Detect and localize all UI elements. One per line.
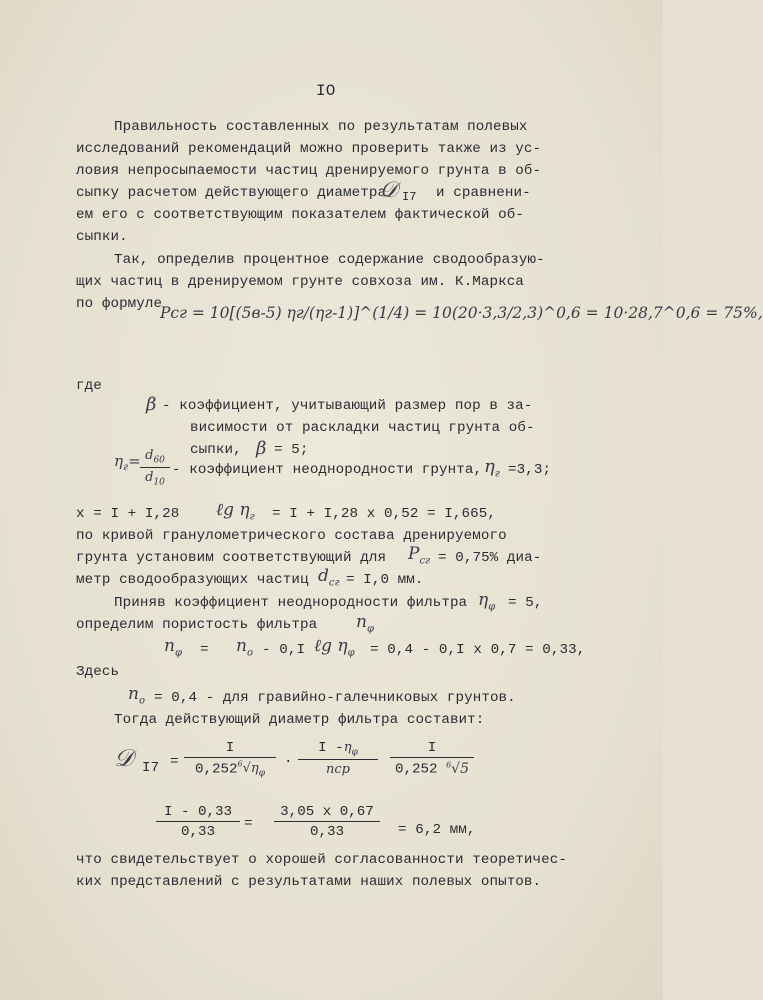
- text-line: по формуле: [76, 296, 163, 312]
- text-line: = I + I,28 x 0,52 = I,665,: [272, 506, 496, 522]
- beta-symbol: β: [256, 438, 267, 459]
- porosity-eq: =: [200, 642, 209, 658]
- page-number: IO: [316, 82, 336, 100]
- text-line: - коэффициент, учитывающий размер пор в за-: [162, 398, 533, 414]
- text-line: = I,0 мм.: [346, 572, 424, 588]
- where-label: где: [76, 378, 102, 394]
- fraction-1: [184, 740, 276, 779]
- lg-eta-symbol: ℓg $\eta_г$: [216, 500, 255, 523]
- fraction-denominator: 0,33: [309, 824, 345, 840]
- fraction-numerator: I - 0,33: [163, 804, 233, 820]
- fraction-result-2: [274, 804, 380, 840]
- text-line: Тогда действующий диаметр фильтра составит:: [114, 712, 485, 728]
- formula-result: = 6,2 мм,: [398, 822, 476, 838]
- pcg-symbol: $P_{сг}$: [408, 544, 431, 567]
- text-line: сыпки,: [190, 442, 242, 458]
- diameter-subscript: I7: [142, 760, 160, 776]
- text-line: ких представлений с результатами наших полевых опытов.: [76, 874, 542, 890]
- text-line: по кривой гранулометрического состава дренируемого: [76, 528, 507, 544]
- text-line: ловия непросыпаемости частиц дренируемого грунта в об-: [76, 163, 542, 179]
- text-line: исследований рекомендаций можно проверить также из ус-: [76, 141, 542, 157]
- fraction-2: [298, 740, 378, 777]
- text-line: = 5,: [508, 595, 543, 611]
- dcg-symbol: $d_{сг}$: [318, 566, 340, 589]
- text-line: = 0,75% диа-: [438, 550, 542, 566]
- n0-symbol: $n_o$: [128, 684, 145, 707]
- diameter-symbol: 𝒟: [380, 178, 398, 203]
- text-line: висимости от раскладки частиц грунта об-: [190, 420, 535, 436]
- text-line: = 5;: [274, 442, 309, 458]
- text-line: Так, определив процентное содержание сводообразую-: [114, 252, 545, 268]
- text-line: сыпки.: [76, 229, 128, 245]
- fraction-numerator: I: [225, 740, 235, 756]
- fraction-denominator: nср: [326, 761, 350, 777]
- fraction-result-1: [156, 804, 240, 840]
- text-line: что свидетельствует о хорошей согласованности теоретичес-: [76, 852, 567, 868]
- n0-symbol: $n_o$: [236, 636, 253, 659]
- diameter-subscript: I7: [402, 190, 417, 204]
- text-line: метр сводообразующих частиц: [76, 572, 309, 588]
- text-line: и сравнени-: [436, 185, 531, 201]
- formula-eq: =: [244, 816, 253, 832]
- fraction-denominator: 0,252 $^6$√5: [394, 760, 469, 778]
- text-line: x = I + I,28: [76, 506, 180, 522]
- text-line: сыпку расчетом действующего диаметра: [76, 185, 387, 201]
- diameter-symbol: 𝒟: [114, 744, 134, 772]
- fraction-denominator: 0,33: [180, 824, 216, 840]
- n-f-symbol: $n_\varphi$: [356, 612, 374, 635]
- formula-eq: =: [170, 754, 179, 770]
- text-line: - коэффициент неоднородности грунта,: [172, 462, 483, 478]
- text-line: Приняв коэффициент неоднородности фильтра: [114, 595, 468, 611]
- eta-definition-symbol: $\eta_г=$: [114, 452, 141, 473]
- fraction-numerator: I $-\eta_\varphi$: [318, 740, 358, 758]
- fraction-numerator: I: [427, 740, 437, 756]
- fraction-numerator: 3,05 x 0,67: [280, 804, 374, 820]
- eta-definition-fraction: $d_{60}$ $d_{10}$: [140, 448, 170, 487]
- text-line: определим пористость фильтра: [76, 617, 318, 633]
- fraction-3: [390, 740, 474, 778]
- formula-pcg: Pсг = 10[(5в-5) ηг/(ηг-1)]^(1/4) = 10(20·3,3/2,3)^0,6 = 10·28,7^0,6 = 75%,: [160, 304, 763, 322]
- text-line: =3,3;: [508, 462, 552, 478]
- text-line: щих частиц в дренируемом грунте совхоза им. К.Маркса: [76, 274, 524, 290]
- fraction-denominator: $0,252^6√\eta_\varphi$: [194, 760, 266, 779]
- n-f-symbol: $n_\varphi$: [164, 636, 182, 659]
- lg-eta-f-symbol: ℓg $\eta_\varphi$: [314, 636, 355, 659]
- text-line: грунта установим соответствующий для: [76, 550, 387, 566]
- eta-f-symbol: $\eta_\varphi$: [478, 590, 496, 613]
- beta-symbol: β: [146, 394, 157, 415]
- porosity-rhs: = 0,4 - 0,I x 0,7 = 0,33,: [370, 642, 586, 658]
- text-line: Правильность составленных по результатам полевых: [114, 119, 528, 135]
- text-line: = 0,4 - для гравийно-галечниковых грунтов.: [154, 690, 516, 706]
- here-label: Здесь: [76, 664, 120, 680]
- text-line: ем его с соответствующим показателем фактической об-: [76, 207, 524, 223]
- eta-symbol: $\eta_г$: [484, 456, 500, 480]
- formula-dot: ·: [284, 754, 293, 770]
- porosity-mid: - 0,I: [262, 642, 306, 658]
